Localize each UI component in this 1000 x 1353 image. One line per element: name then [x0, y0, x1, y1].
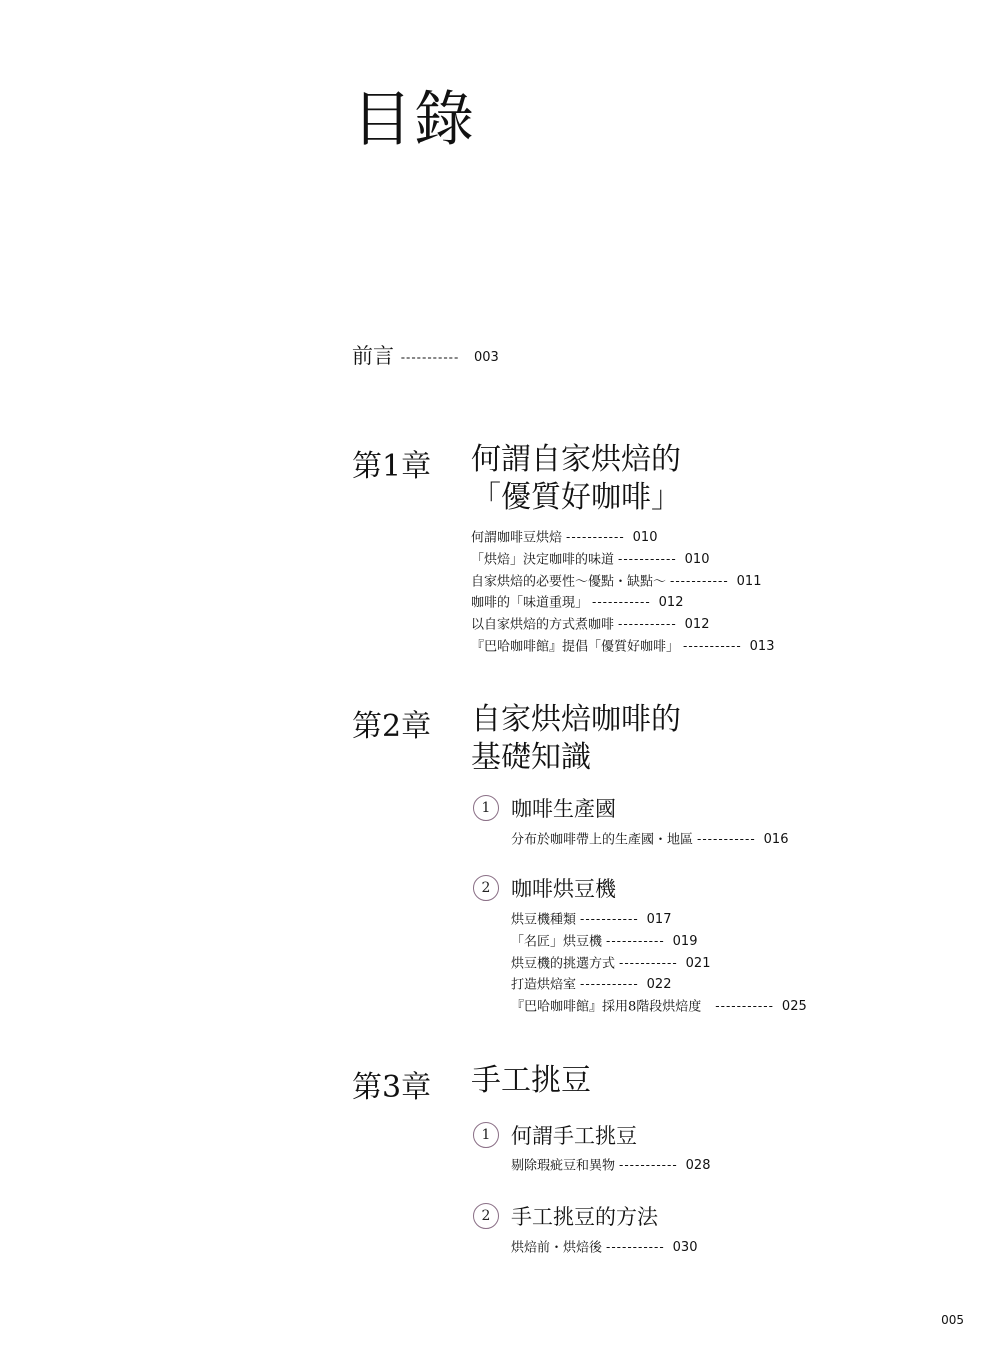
chapter-2-label: 第2章	[352, 709, 432, 744]
leader-dashes: -----------	[400, 350, 460, 365]
section-heading	[473, 793, 616, 823]
toc-entry: 『巴哈咖啡館』採用8階段烘焙度 ----------- 025	[511, 999, 807, 1015]
chapter-1-title	[471, 441, 681, 517]
page-number: 005	[941, 1313, 964, 1327]
section-heading	[473, 873, 616, 903]
chapter-3-label: 第3章	[352, 1070, 432, 1105]
toc-entry: 咖啡的「味道重現」 ----------- 012	[471, 595, 684, 611]
toc-entry: 「烘焙」決定咖啡的味道 ----------- 010	[471, 551, 710, 568]
section-title: 咖啡生產國	[511, 797, 616, 821]
toc-entry: 『巴哈咖啡館』提倡「優質好咖啡」 ----------- 013	[471, 638, 775, 655]
page-ref: 003	[474, 350, 499, 365]
chapter-title-line: 「優質好咖啡」	[471, 480, 681, 515]
chapter-title-line: 手工挑豆	[471, 1063, 591, 1098]
chapter-1-entries	[471, 527, 774, 658]
toc-entry: 烘豆機種類 ----------- 017	[511, 912, 672, 928]
toc-entry: 何謂咖啡豆烘焙 ----------- 010	[471, 530, 658, 546]
section-heading	[473, 1201, 658, 1231]
toc-entry: 烘豆機的挑選方式 ----------- 021	[511, 955, 711, 971]
section-number-circle: 2	[473, 875, 499, 901]
toc-entry: 分布於咖啡帶上的生產國・地區 ----------- 016	[511, 832, 789, 848]
section-entries	[511, 829, 788, 851]
chapter-title-line: 自家烘焙咖啡的	[471, 702, 681, 737]
chapter-2-title	[471, 701, 681, 777]
section-entries	[511, 1155, 710, 1177]
preface-title: 前言	[352, 344, 394, 368]
section-title: 咖啡烘豆機	[511, 877, 616, 901]
toc-entry: 自家烘焙的必要性～優點・缺點～ ----------- 011	[471, 573, 762, 589]
section-entries	[511, 1237, 697, 1259]
section-title: 手工挑豆的方法	[511, 1205, 658, 1229]
chapter-title-line: 基礎知識	[471, 740, 591, 775]
section-heading	[473, 1120, 637, 1150]
toc-entry: 剔除瑕疵豆和異物 ----------- 028	[511, 1158, 711, 1174]
toc-entry: 烘焙前・烘焙後 ----------- 030	[511, 1240, 698, 1256]
section-number-circle: 2	[473, 1203, 499, 1229]
toc-entry: 打造烘焙室 ----------- 022	[511, 977, 672, 993]
section-number-circle: 1	[473, 795, 499, 821]
section-number-circle: 1	[473, 1122, 499, 1148]
toc-entry: 「名匠」烘豆機 ----------- 019	[511, 933, 698, 950]
section-title: 何謂手工挑豆	[511, 1124, 637, 1148]
chapter-title-line: 何謂自家烘焙的	[471, 442, 681, 477]
toc-entry: 以自家烘焙的方式煮咖啡 ----------- 012	[471, 617, 710, 633]
chapter-3-title	[471, 1062, 591, 1100]
chapter-1-label: 第1章	[352, 449, 432, 484]
section-entries	[511, 909, 807, 1018]
page-title: 目錄	[352, 85, 476, 155]
toc-preface	[352, 340, 499, 370]
